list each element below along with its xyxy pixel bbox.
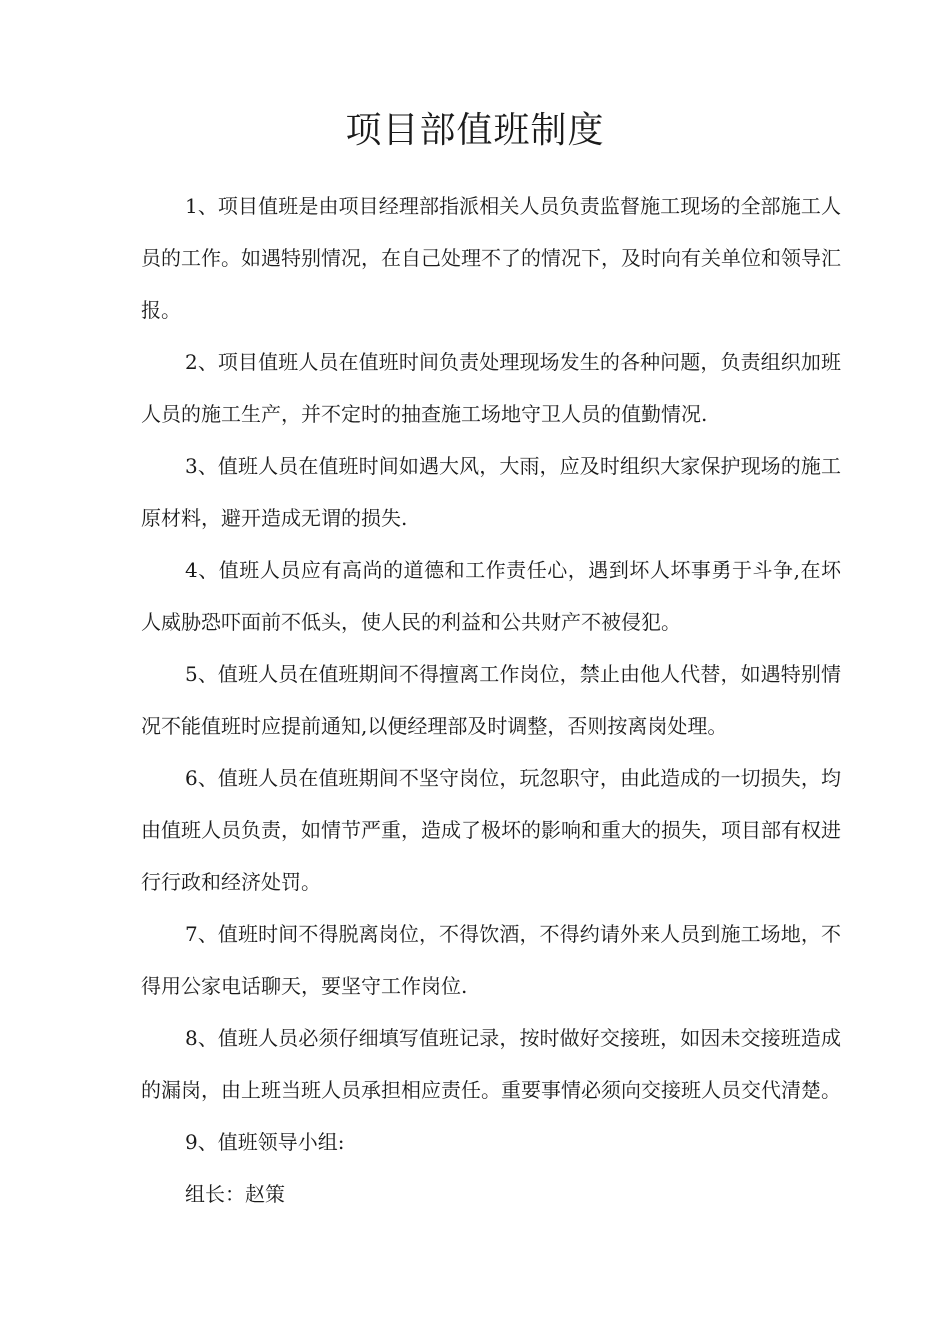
paragraph-9: 9、值班领导小组: — [185, 1130, 345, 1154]
paragraph-4: 4、值班人员应有高尚的道德和工作责任心，遇到坏人坏事勇于斗争,在坏人威胁恐吓面前不低头，使人民的利益和公共财产不被侵犯。 — [141, 558, 841, 634]
document-title: 项目部值班制度 — [345, 110, 605, 151]
paragraph-8: 8、值班人员必须仔细填写值班记录，按时做好交接班，如因未交接班造成的漏岗，由上班当班人员承担相应责任。重要事情必须向交接班人员交代清楚。 — [141, 1026, 841, 1102]
paragraph-1: 1、项目值班是由项目经理部指派相关人员负责监督施工现场的全部施工人员的工作。如遇特别情况，在自己处理不了的情况下，及时向有关单位和领导汇报。 — [141, 194, 841, 322]
paragraph-2: 2、项目值班人员在值班时间负责处理现场发生的各种问题，负责组织加班人员的施工生产，并不定时的抽查施工场地守卫人员的值勤情况. — [141, 350, 841, 426]
paragraph-7: 7、值班时间不得脱离岗位，不得饮酒，不得约请外来人员到施工场地，不得用公家电话聊天，要坚守工作岗位. — [141, 922, 841, 998]
paragraph-6: 6、值班人员在值班期间不坚守岗位，玩忽职守，由此造成的一切损失，均由值班人员负责，如情节严重，造成了极坏的影响和重大的损失，项目部有权进行行政和经济处罚。 — [141, 766, 841, 894]
paragraph-3: 3、值班人员在值班时间如遇大风，大雨，应及时组织大家保护现场的施工原材料，避开造成无谓的损失. — [141, 454, 841, 530]
paragraph-5: 5、值班人员在值班期间不得擅离工作岗位，禁止由他人代替，如遇特别情况不能值班时应提前通知,以便经理部及时调整，否则按离岗处理。 — [141, 662, 841, 738]
document-body — [141, 180, 841, 1220]
paragraph-group-leader: 组长：赵策 — [185, 1182, 285, 1206]
